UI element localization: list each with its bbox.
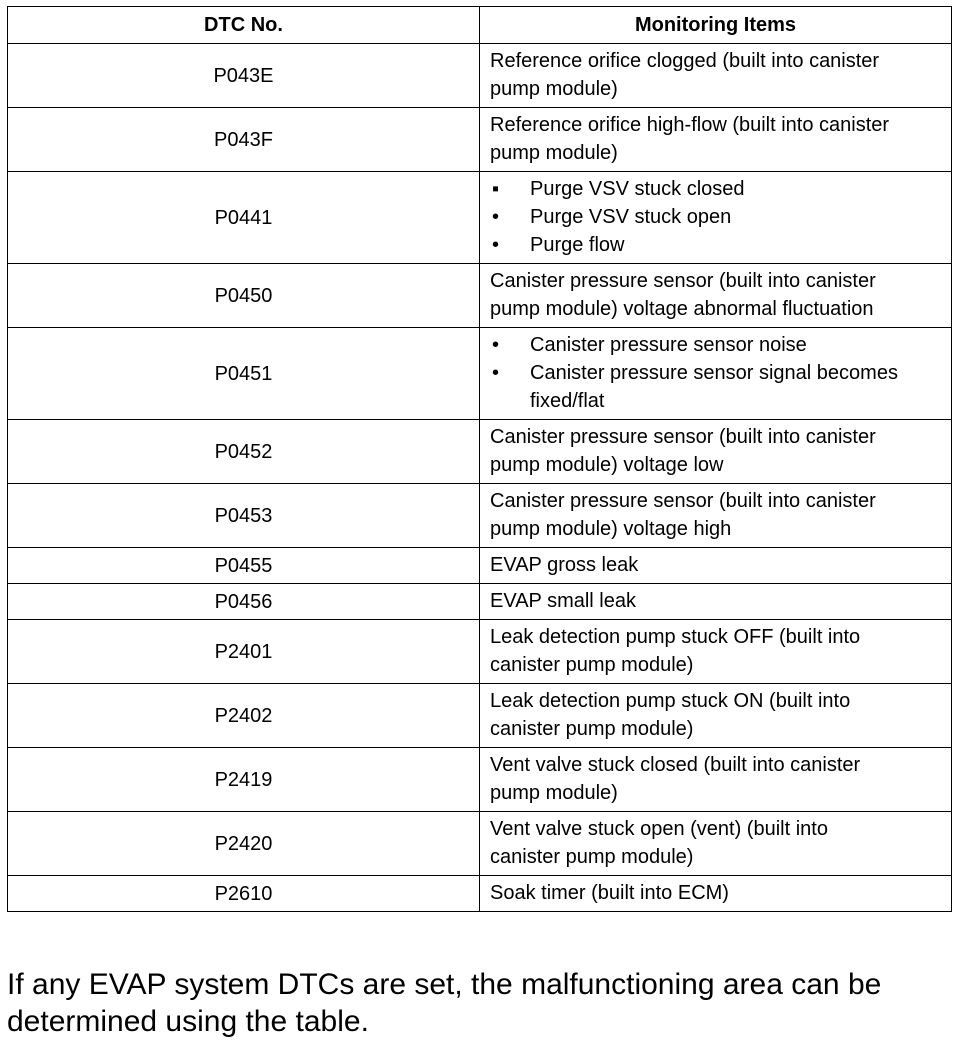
- dtc-code: P2402: [8, 684, 480, 748]
- item-line: EVAP gross leak: [490, 554, 639, 576]
- table-header-row: [8, 7, 952, 44]
- item-line: Canister pressure sensor (built into canister: [490, 426, 876, 448]
- table-row: [8, 108, 952, 172]
- monitoring-item: [480, 584, 952, 620]
- item-line: pump module): [490, 78, 618, 100]
- bullet-list: [490, 175, 941, 259]
- bullet-item: [490, 359, 941, 415]
- monitoring-item: [480, 172, 952, 264]
- bullet-item: [490, 331, 941, 359]
- item-line: canister pump module): [490, 846, 694, 868]
- note-line: determined using the table.: [7, 1005, 369, 1038]
- table-row: [8, 172, 952, 264]
- dtc-code: P2419: [8, 748, 480, 812]
- monitoring-item: [480, 108, 952, 172]
- monitoring-item: [480, 876, 952, 912]
- item-line: pump module): [490, 782, 618, 804]
- item-line: Canister pressure sensor (built into canister: [490, 490, 876, 512]
- bullet-icon: •: [492, 362, 500, 384]
- dtc-code: P0452: [8, 420, 480, 484]
- bullet-text: Canister pressure sensor signal becomes: [530, 362, 898, 384]
- table-row: [8, 812, 952, 876]
- table-row: [8, 264, 952, 328]
- item-line: Vent valve stuck open (vent) (built into: [490, 818, 828, 840]
- table-row: [8, 420, 952, 484]
- table-row: [8, 876, 952, 912]
- bullet-icon: •: [492, 334, 500, 356]
- item-line: canister pump module): [490, 718, 694, 740]
- table-row: [8, 44, 952, 108]
- item-line: Soak timer (built into ECM): [490, 882, 729, 904]
- table-row: [8, 620, 952, 684]
- dtc-code: P2420: [8, 812, 480, 876]
- item-line: EVAP small leak: [490, 590, 636, 612]
- bullet-item: [490, 175, 941, 203]
- bullet-text-continued: fixed/flat: [530, 390, 605, 412]
- table-row: [8, 684, 952, 748]
- bullet-icon: •: [492, 206, 500, 228]
- dtc-code: P2401: [8, 620, 480, 684]
- dtc-code: P2610: [8, 876, 480, 912]
- item-line: Canister pressure sensor (built into canister: [490, 270, 876, 292]
- table-row: [8, 328, 952, 420]
- bullet-item: [490, 203, 941, 231]
- monitoring-item: [480, 684, 952, 748]
- monitoring-item: [480, 484, 952, 548]
- bullet-text: Purge VSV stuck open: [530, 206, 732, 228]
- table-row: [8, 548, 952, 584]
- item-line: pump module) voltage low: [490, 454, 724, 476]
- bullet-text: Purge VSV stuck closed: [530, 178, 745, 200]
- item-line: Leak detection pump stuck ON (built into: [490, 690, 851, 712]
- dtc-code: P043E: [8, 44, 480, 108]
- item-line: pump module) voltage high: [490, 518, 732, 540]
- bullet-text: Purge flow: [530, 234, 625, 256]
- item-line: pump module): [490, 142, 618, 164]
- square-bullet-icon: ▪: [492, 178, 500, 200]
- monitoring-item: [480, 264, 952, 328]
- monitoring-item: [480, 748, 952, 812]
- dtc-code: P0441: [8, 172, 480, 264]
- dtc-code: P0456: [8, 584, 480, 620]
- monitoring-item: [480, 812, 952, 876]
- item-line: Vent valve stuck closed (built into canister: [490, 754, 861, 776]
- header-monitoring-items: Monitoring Items: [480, 7, 952, 44]
- bullet-item: [490, 231, 941, 259]
- item-line: Leak detection pump stuck OFF (built into: [490, 626, 861, 648]
- item-line: Reference orifice clogged (built into canister: [490, 50, 880, 72]
- monitoring-item: [480, 328, 952, 420]
- table-row: [8, 584, 952, 620]
- bullet-list: [490, 331, 941, 415]
- monitoring-item: [480, 548, 952, 584]
- table-row: [8, 484, 952, 548]
- monitoring-item: [480, 44, 952, 108]
- header-dtc-no: DTC No.: [8, 7, 480, 44]
- dtc-code: P0455: [8, 548, 480, 584]
- monitoring-item: [480, 420, 952, 484]
- dtc-table: [7, 6, 952, 912]
- table-note: [7, 966, 947, 1040]
- dtc-code: P043F: [8, 108, 480, 172]
- item-line: Reference orifice high-flow (built into canister: [490, 114, 890, 136]
- bullet-text: Canister pressure sensor noise: [530, 334, 807, 356]
- note-line: If any EVAP system DTCs are set, the malfunctioning area can be: [7, 968, 882, 1001]
- item-line: canister pump module): [490, 654, 694, 676]
- item-line: pump module) voltage abnormal fluctuation: [490, 298, 874, 320]
- bullet-icon: •: [492, 234, 500, 256]
- dtc-code: P0450: [8, 264, 480, 328]
- dtc-code: P0453: [8, 484, 480, 548]
- monitoring-item: [480, 620, 952, 684]
- table-row: [8, 748, 952, 812]
- dtc-code: P0451: [8, 328, 480, 420]
